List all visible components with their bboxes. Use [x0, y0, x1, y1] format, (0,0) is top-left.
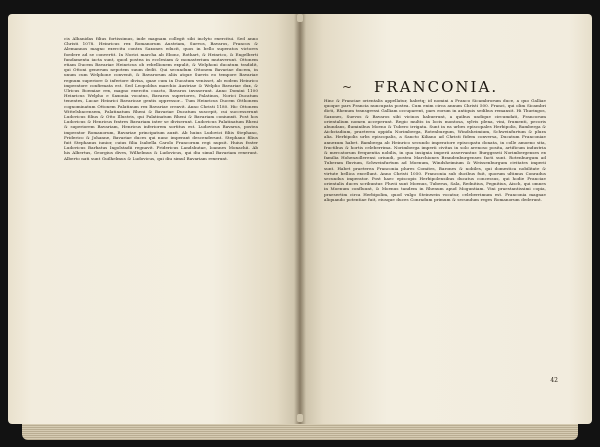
- right-page-text: [324, 98, 546, 202]
- right-page: [300, 14, 592, 424]
- left-paragraph: cis Albanidas filius fortissimus, inde magnam collegit sibi inclyto exercitui. Sed anno Christi 1078. Heinricus rex Romanorum Austriam, Suevos, Bavaros, Francos & Alemannos magno exercitu contra Saxones educit, quos in bello superatos victores foedere ad se convertit. In Norici marcha ab Ebonc, Rothart, & Heinrico, & Engelberti fundamenta iacta sunt, quod postea in ecclesiam & monasterium mutaverunt. Ottonem etiam Ducem Bavariae Heinricus ob rebellionem expulit, & Welphoni ducatum tradidit, qui Ottoni generum nepotem suum dedit. Qui secundum Ottonem Bavariae ducem, in unum cum Welphone convenit, & Bavarorum aliis atque Suevis eo tempore Bavariae regnum superiore & inferiore divisa, quae cum in Ducatum venisset, ab eodem Heinrico imperatore confirmata est. Sed Leopoldus marchio Austriae & Welpho Bavariae dux, & Ulricus Boemiae rex, magno exercitu coacto, Bavaros invaserunt. Anno Domini 1100 Heinricus Welpho e Saxonia vocatus, Bavaros superiores, Palatinos, Norici Ducatum tenentes, Lucae Heinrici Bavaricae gentis oppressor...: [64, 36, 258, 104]
- right-paragraph: Anno Christi 1050. Franconia sub ducibus fuit, quorum ultimus Conradus secundus imperator. Post haec episcopis Herbipolensibus ducatus concessus, qui hodie Franciae orientalis duces scribuntur. Fluvii sunt Moenus, Tuberus, Sala, Rednitius, Pegnitius, Aisch, qui omnes in Moenum confluunt, & Moenus tandem in Rhenum apud Moguntiam. Vini praestantissimi copia, praesertim circa Herbipolim, quod vulgo Steinwein vocatur, celeberrimum est. Franconia magnae aliquando potentiae fuit, eiusque duces Conradum primum & secundum reges Romanorum dederunt.: [324, 170, 546, 202]
- chapter-heading: FRANCONIA.: [374, 78, 499, 96]
- left-page: [8, 14, 300, 424]
- page-edges: [22, 424, 578, 440]
- open-book: [8, 10, 592, 440]
- binding-thread: [297, 14, 303, 22]
- right-paragraph: Hinc & Franciae orientalis appellatur, habetq; id nomini a Franco Sicambrorum duce, a quo Galliae quoque pars Francia nuncupata postea. Cum enim circa annum Christi 500. Franci, qui olim Sicambri dicti, Rhenum transgressi Galliam occuparent, pars eorum in antiquis sedibus remansit. Hi Thuringos, Saxones, Suevos & Bavaros sibi vicinos habuerunt, a quibus undique circumdati, Francorum orientalium nomen acceperunt. Regio multis in locis montosa, sylvis plena, vini, frumenti, pecoris abundans, fluminibus Moeno & Tubero irrigata. Sunt in ea urbes episcopales Herbipolis, Bamberga & Aichstadium, praeterea oppida Norimberga, Rotenburgum, Windsheimium, Schweinfurtum & plura alia.: [324, 98, 546, 140]
- book-gutter: [294, 14, 306, 424]
- right-paragraph: Herbipolis urbs episcopalis, a Sancto Kiliano ad Christi fidem conversa, Ducatum Franconiae annexum habet. Bamberga ab Heinrico secundo imperatore episcopatu donata, in colle amoeno sita, fructibus & hortis celeberrima. Norimberga imperii civitas in solo arenoso posita, artificum industria & mercatorum frequentia nobilis, in qua insignia imperii asservantur. Burggravii Norimbergenses ex familia Hohenzollerensi oriundi, postea Marchiones Brandenburgenses facti sunt. Rotenburgum ad Tuberam fluvium, Schweinfurtum ad Moenum, Windsheimium & Weissenburgum civitates imperii sunt. Habet praeterea Franconia plures Comites, Barones & nobiles, qui domestica nobilitate & virtute bellica excellunt.: [324, 134, 546, 176]
- left-page-text: [64, 36, 258, 161]
- ornament-icon: ~: [342, 80, 353, 94]
- left-paragraph: Tum Heinricus Ducem Otthonem cognominatum Ottonem Palatinum rex Bavariae creavit. Anno Christi 1180. Hic Ottonem Wittelsbacensem, Palatinatum Rheni & Bavariae Ducatum suscepit, cui successerunt Ludovicus filius & Otto Illustris, qui Palatinatum Rheni & Bavariam coniunxit. Post hos Ludovicus & Henricus fratres Bavariam inter se diviserunt. Ludovicus Palatinatum Rheni & superiorem Bavariam, Henricus inferiorem sortitus est. Ludovicus Bavarus, postea imperator Romanorum, Bavariae principatum auxit. Ab huius Ludovici filiis Stephano, Friderico & Johanne, Bavariae duces qui nunc imperant descenderunt. Stephano filius fuit Stephanus iunior, cuius filia Isabella Carolo Francorum regi nupsit. Huius frater Ludovicus Barbatus Ingolstadii regnavit. Fridericus Landshutae, Ioannes Monachii. Ab his Albertus, Georgius dives, Wilhelmus & Ludovicus, qui diu simul Bavariam rexerunt.: [64, 98, 258, 156]
- left-paragraph: Alberto nati sunt Guilhelmus & Ludovicus, qui diu simul Bavariam rexerunt.: [64, 155, 229, 161]
- binding-thread: [297, 414, 303, 422]
- page-number: 42: [550, 377, 558, 384]
